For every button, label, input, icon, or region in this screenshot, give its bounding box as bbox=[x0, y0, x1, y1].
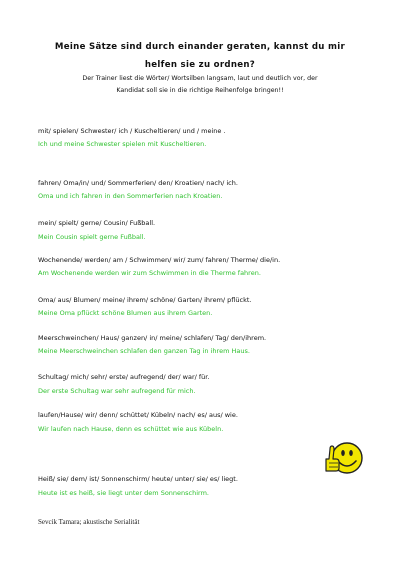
answer-sentence: Wir laufen nach Hause, denn es schüttet wie aus Kübeln. bbox=[38, 425, 224, 433]
answer-sentence: Oma und ich fahren in den Sommerferien nach Kroatien. bbox=[38, 192, 223, 200]
scrambled-sentence: Schultag/ mich/ sehr/ erste/ aufregend/ der/ war/ für. bbox=[38, 373, 210, 381]
answer-sentence: Ich und meine Schwester spielen mit Kuscheltieren. bbox=[38, 140, 207, 148]
scrambled-sentence: laufen/Hause/ wir/ denn/ schüttet/ Kübeln/ nach/ es/ aus/ wie. bbox=[38, 411, 238, 419]
title-line-2: helfen sie zu ordnen? bbox=[144, 60, 256, 70]
scrambled-sentence: mit/ spielen/ Schwester/ ich / Kuscheltieren/ und / meine . bbox=[38, 127, 226, 135]
instruction-line-2: Kandidat soll sie in die richtige Reihenfolge bringen!! bbox=[116, 87, 284, 94]
scrambled-sentence: Meerschweinchen/ Haus/ ganzen/ in/ meine/ schlafen/ Tag/ den/ihrem. bbox=[38, 334, 267, 342]
scrambled-sentence: Heiß/ sie/ dem/ ist/ Sonnenschirm/ heute/ unter/ sie/ es/ liegt. bbox=[38, 475, 238, 483]
title-line-1: Meine Sätze sind durch einander geraten, kannst du mir bbox=[54, 42, 346, 52]
answer-sentence: Am Wochenende werden wir zum Schwimmen in die Therme fahren. bbox=[38, 269, 261, 277]
answer-sentence: Meine Oma pflückt schöne Blumen aus ihrem Garten. bbox=[38, 309, 213, 317]
answer-sentence: Heute ist es heiß, sie liegt unter dem Sonnenschirm. bbox=[38, 489, 209, 497]
instruction-line-1: Der Trainer liest die Wörter/ Wortsilben langsam, laut und deutlich vor, der bbox=[82, 75, 318, 82]
answer-sentence: Meine Meerschweinchen schlafen den ganzen Tag in ihrem Haus. bbox=[38, 347, 250, 355]
scrambled-sentence: Oma/ aus/ Blumen/ meine/ ihrem/ schöne/ Garten/ ihrem/ pflückt. bbox=[38, 296, 252, 304]
scrambled-sentence: Wochenende/ werden/ am / Schwimmen/ wir/ zum/ fahren/ Therme/ die/in. bbox=[38, 256, 281, 264]
answer-sentence: Der erste Schultag war sehr aufregend für mich. bbox=[38, 387, 196, 395]
thumbs-up-smiley-icon bbox=[322, 435, 364, 479]
footer-credit: Sevcik Tamara; akustische Serialität bbox=[38, 518, 140, 526]
answer-sentence: Mein Cousin spielt gerne Fußball. bbox=[38, 233, 146, 241]
scrambled-sentence: mein/ spielt/ gerne/ Cousin/ Fußball. bbox=[38, 219, 156, 227]
scrambled-sentence: fahren/ Oma/in/ und/ Sommerferien/ den/ Kroatien/ nach/ ich. bbox=[38, 179, 238, 187]
